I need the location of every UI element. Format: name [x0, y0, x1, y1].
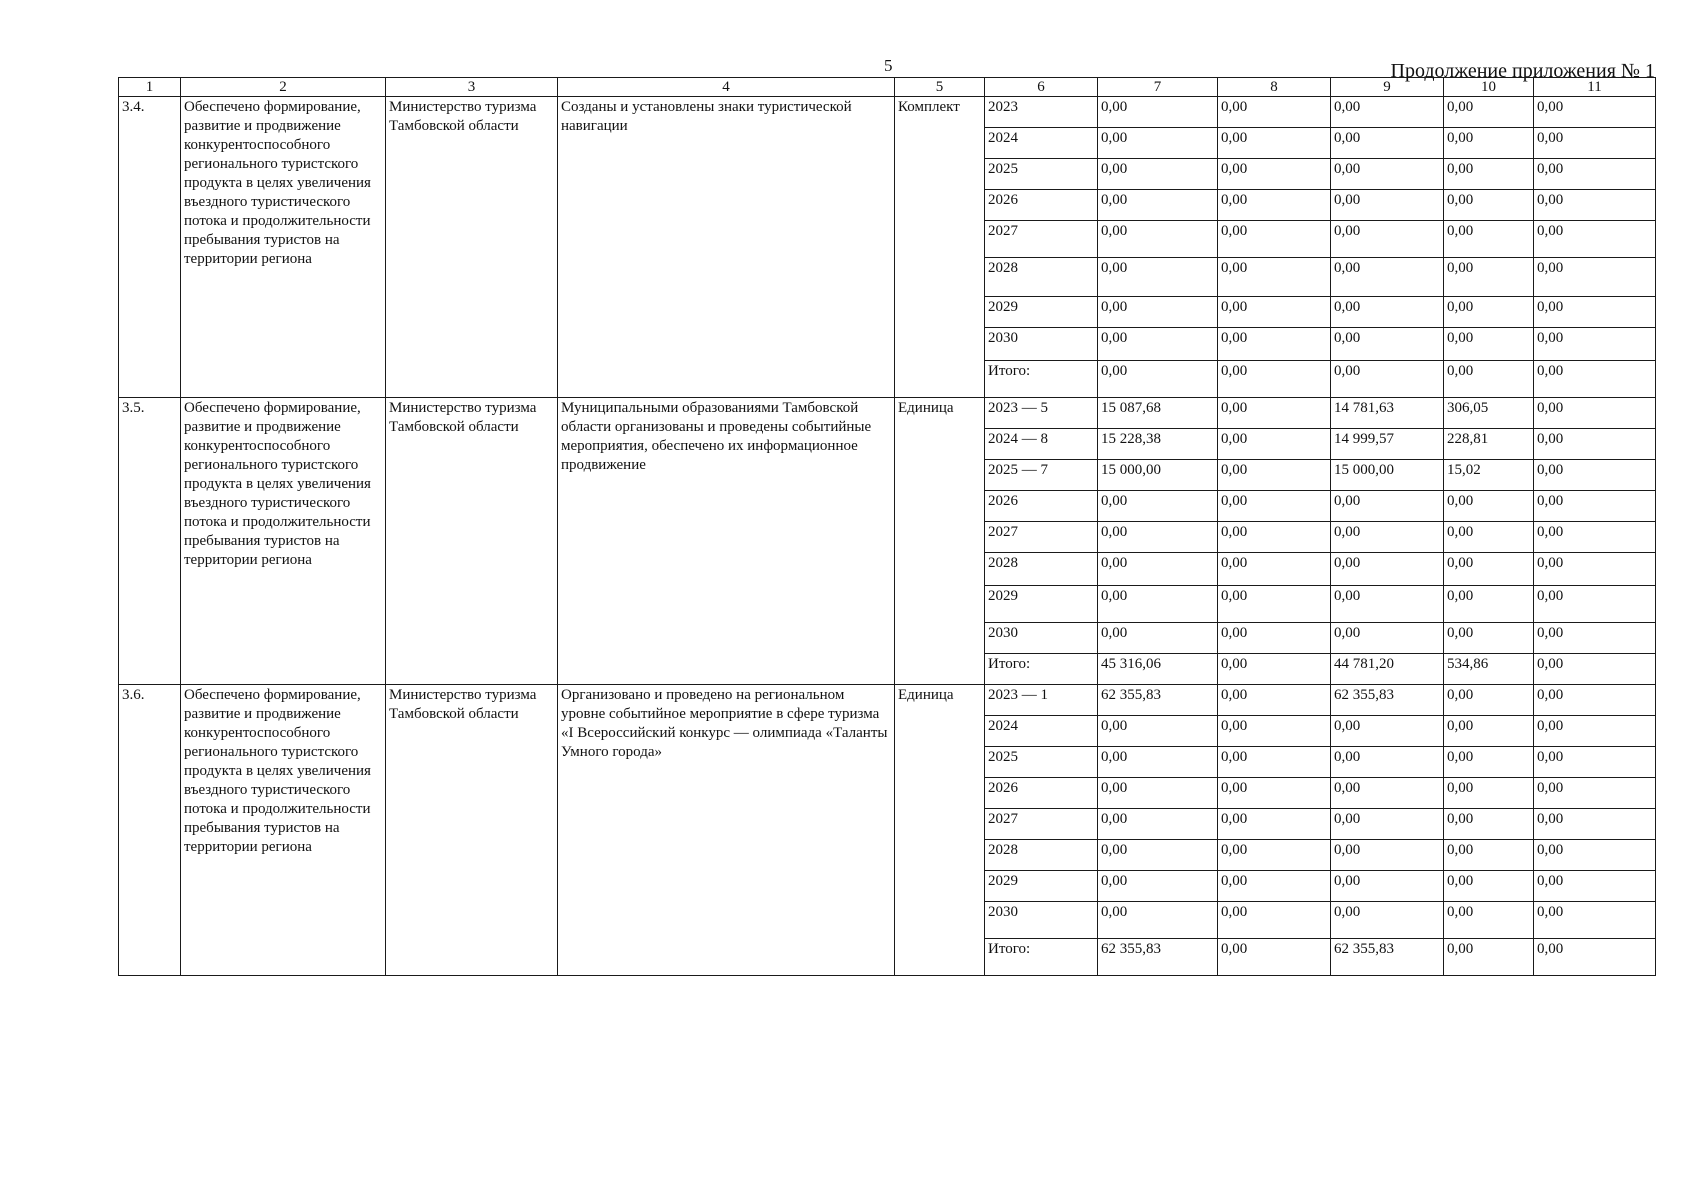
- section-agency: Министерство туризма Тамбовской области: [386, 685, 558, 976]
- table-row: [119, 685, 1656, 716]
- value-cell-col8: 0,00: [1218, 491, 1331, 522]
- value-cell-col9: 0,00: [1331, 328, 1444, 361]
- value-cell-col7: 15 087,68: [1098, 398, 1218, 429]
- value-cell-col8: 0,00: [1218, 258, 1331, 297]
- year-cell: Итого:: [985, 654, 1098, 685]
- value-cell-col10: 0,00: [1444, 190, 1534, 221]
- value-cell-col7: 0,00: [1098, 159, 1218, 190]
- value-cell-col7: 15 000,00: [1098, 460, 1218, 491]
- year-cell: 2030: [985, 623, 1098, 654]
- section-goal: Обеспечено формирование, развитие и продвижение конкурентоспособного регионального туристского продукта в целях увеличения въездного туристического потока и продолжительности пребывания туристов на территории региона: [181, 685, 386, 976]
- col-header-6: 6: [985, 78, 1098, 97]
- value-cell-col10: 0,00: [1444, 361, 1534, 398]
- section-unit: Единица: [895, 685, 985, 976]
- value-cell-col10: 0,00: [1444, 97, 1534, 128]
- value-cell-col8: 0,00: [1218, 297, 1331, 328]
- value-cell-col9: 0,00: [1331, 221, 1444, 258]
- value-cell-col8: 0,00: [1218, 747, 1331, 778]
- value-cell-col9: 0,00: [1331, 297, 1444, 328]
- value-cell-col11: 0,00: [1534, 429, 1656, 460]
- value-cell-col11: 0,00: [1534, 328, 1656, 361]
- value-cell-col8: 0,00: [1218, 809, 1331, 840]
- value-cell-col7: 0,00: [1098, 809, 1218, 840]
- value-cell-col10: 0,00: [1444, 809, 1534, 840]
- value-cell-col9: 0,00: [1331, 809, 1444, 840]
- value-cell-col10: 0,00: [1444, 939, 1534, 976]
- value-cell-col7: 0,00: [1098, 840, 1218, 871]
- value-cell-col11: 0,00: [1534, 258, 1656, 297]
- section-unit: Единица: [895, 398, 985, 685]
- value-cell-col9: 14 781,63: [1331, 398, 1444, 429]
- value-cell-col8: 0,00: [1218, 840, 1331, 871]
- value-cell-col8: 0,00: [1218, 553, 1331, 586]
- value-cell-col11: 0,00: [1534, 361, 1656, 398]
- year-cell: 2026: [985, 491, 1098, 522]
- value-cell-col10: 0,00: [1444, 685, 1534, 716]
- value-cell-col11: 0,00: [1534, 522, 1656, 553]
- section-unit: Комплект: [895, 97, 985, 398]
- value-cell-col11: 0,00: [1534, 716, 1656, 747]
- value-cell-col9: 0,00: [1331, 553, 1444, 586]
- year-cell: 2029: [985, 586, 1098, 623]
- col-header-10: 10: [1444, 78, 1534, 97]
- col-header-5: 5: [895, 78, 985, 97]
- col-header-9: 9: [1331, 78, 1444, 97]
- value-cell-col11: 0,00: [1534, 840, 1656, 871]
- value-cell-col9: 0,00: [1331, 747, 1444, 778]
- section-agency: Министерство туризма Тамбовской области: [386, 398, 558, 685]
- year-cell: 2024: [985, 716, 1098, 747]
- year-cell: 2023 — 5: [985, 398, 1098, 429]
- value-cell-col7: 0,00: [1098, 491, 1218, 522]
- value-cell-col9: 0,00: [1331, 586, 1444, 623]
- value-cell-col7: 0,00: [1098, 328, 1218, 361]
- value-cell-col10: 0,00: [1444, 747, 1534, 778]
- section-number: 3.4.: [119, 97, 181, 398]
- year-cell: 2025 — 7: [985, 460, 1098, 491]
- value-cell-col7: 0,00: [1098, 586, 1218, 623]
- section-number: 3.6.: [119, 685, 181, 976]
- value-cell-col10: 0,00: [1444, 159, 1534, 190]
- value-cell-col8: 0,00: [1218, 429, 1331, 460]
- value-cell-col11: 0,00: [1534, 553, 1656, 586]
- value-cell-col9: 0,00: [1331, 361, 1444, 398]
- value-cell-col9: 0,00: [1331, 716, 1444, 747]
- value-cell-col10: 0,00: [1444, 221, 1534, 258]
- value-cell-col7: 0,00: [1098, 871, 1218, 902]
- value-cell-col11: 0,00: [1534, 902, 1656, 939]
- value-cell-col11: 0,00: [1534, 871, 1656, 902]
- value-cell-col7: 0,00: [1098, 522, 1218, 553]
- value-cell-col11: 0,00: [1534, 747, 1656, 778]
- value-cell-col10: 0,00: [1444, 871, 1534, 902]
- table-body: [119, 97, 1656, 976]
- col-header-11: 11: [1534, 78, 1656, 97]
- value-cell-col10: 0,00: [1444, 297, 1534, 328]
- value-cell-col7: 0,00: [1098, 553, 1218, 586]
- year-cell: Итого:: [985, 939, 1098, 976]
- value-cell-col9: 62 355,83: [1331, 685, 1444, 716]
- value-cell-col9: 0,00: [1331, 623, 1444, 654]
- value-cell-col9: 0,00: [1331, 159, 1444, 190]
- value-cell-col10: 228,81: [1444, 429, 1534, 460]
- year-cell: 2028: [985, 840, 1098, 871]
- value-cell-col7: 0,00: [1098, 297, 1218, 328]
- value-cell-col7: 62 355,83: [1098, 939, 1218, 976]
- value-cell-col10: 0,00: [1444, 716, 1534, 747]
- value-cell-col7: 0,00: [1098, 128, 1218, 159]
- value-cell-col9: 15 000,00: [1331, 460, 1444, 491]
- section-result: Созданы и установлены знаки туристической навигации: [558, 97, 895, 398]
- value-cell-col7: 45 316,06: [1098, 654, 1218, 685]
- value-cell-col9: 0,00: [1331, 97, 1444, 128]
- value-cell-col7: 15 228,38: [1098, 429, 1218, 460]
- value-cell-col11: 0,00: [1534, 159, 1656, 190]
- value-cell-col10: 306,05: [1444, 398, 1534, 429]
- value-cell-col11: 0,00: [1534, 491, 1656, 522]
- value-cell-col7: 0,00: [1098, 623, 1218, 654]
- section-result: Организовано и проведено на региональном уровне событийное мероприятие в сфере туризма «I Всероссийский конкурс — олимпиада «Таланты Умного города»: [558, 685, 895, 976]
- value-cell-col8: 0,00: [1218, 716, 1331, 747]
- value-cell-col8: 0,00: [1218, 328, 1331, 361]
- value-cell-col11: 0,00: [1534, 586, 1656, 623]
- value-cell-col8: 0,00: [1218, 97, 1331, 128]
- year-cell: 2023: [985, 97, 1098, 128]
- value-cell-col9: 0,00: [1331, 491, 1444, 522]
- year-cell: 2030: [985, 902, 1098, 939]
- section-result: Муниципальными образованиями Тамбовской области организованы и проведены событийные мероприятия, обеспечено их информационное продвижение: [558, 398, 895, 685]
- value-cell-col10: 0,00: [1444, 258, 1534, 297]
- year-cell: 2025: [985, 159, 1098, 190]
- value-cell-col8: 0,00: [1218, 190, 1331, 221]
- table-row: [119, 398, 1656, 429]
- value-cell-col8: 0,00: [1218, 522, 1331, 553]
- value-cell-col11: 0,00: [1534, 221, 1656, 258]
- value-cell-col10: 534,86: [1444, 654, 1534, 685]
- page-number: 5: [884, 56, 893, 75]
- value-cell-col11: 0,00: [1534, 128, 1656, 159]
- value-cell-col9: 14 999,57: [1331, 429, 1444, 460]
- value-cell-col9: 0,00: [1331, 871, 1444, 902]
- section-goal: Обеспечено формирование, развитие и продвижение конкурентоспособного регионального туристского продукта в целях увеличения въездного туристического потока и продолжительности пребывания туристов на территории региона: [181, 398, 386, 685]
- value-cell-col11: 0,00: [1534, 654, 1656, 685]
- value-cell-col11: 0,00: [1534, 685, 1656, 716]
- col-header-7: 7: [1098, 78, 1218, 97]
- value-cell-col7: 0,00: [1098, 747, 1218, 778]
- value-cell-col11: 0,00: [1534, 809, 1656, 840]
- appendix-table: [118, 77, 1656, 976]
- value-cell-col7: 62 355,83: [1098, 685, 1218, 716]
- value-cell-col7: 0,00: [1098, 190, 1218, 221]
- value-cell-col7: 0,00: [1098, 258, 1218, 297]
- year-cell: 2024 — 8: [985, 429, 1098, 460]
- year-cell: 2028: [985, 553, 1098, 586]
- section-agency: Министерство туризма Тамбовской области: [386, 97, 558, 398]
- year-cell: 2025: [985, 747, 1098, 778]
- value-cell-col11: 0,00: [1534, 778, 1656, 809]
- year-cell: 2027: [985, 522, 1098, 553]
- year-cell: 2027: [985, 221, 1098, 258]
- value-cell-col9: 0,00: [1331, 522, 1444, 553]
- year-cell: Итого:: [985, 361, 1098, 398]
- value-cell-col8: 0,00: [1218, 586, 1331, 623]
- value-cell-col10: 0,00: [1444, 902, 1534, 939]
- value-cell-col10: 0,00: [1444, 840, 1534, 871]
- value-cell-col8: 0,00: [1218, 159, 1331, 190]
- value-cell-col7: 0,00: [1098, 221, 1218, 258]
- year-cell: 2029: [985, 297, 1098, 328]
- section-goal: Обеспечено формирование, развитие и продвижение конкурентоспособного регионального туристского продукта в целях увеличения въездного туристического потока и продолжительности пребывания туристов на территории региона: [181, 97, 386, 398]
- value-cell-col11: 0,00: [1534, 623, 1656, 654]
- value-cell-col8: 0,00: [1218, 654, 1331, 685]
- value-cell-col11: 0,00: [1534, 297, 1656, 328]
- year-cell: 2028: [985, 258, 1098, 297]
- value-cell-col8: 0,00: [1218, 685, 1331, 716]
- year-cell: 2030: [985, 328, 1098, 361]
- year-cell: 2026: [985, 190, 1098, 221]
- col-header-3: 3: [386, 78, 558, 97]
- col-header-8: 8: [1218, 78, 1331, 97]
- section-number: 3.5.: [119, 398, 181, 685]
- value-cell-col10: 0,00: [1444, 553, 1534, 586]
- value-cell-col7: 0,00: [1098, 361, 1218, 398]
- value-cell-col7: 0,00: [1098, 97, 1218, 128]
- value-cell-col10: 0,00: [1444, 522, 1534, 553]
- table-row: [119, 97, 1656, 128]
- value-cell-col10: 15,02: [1444, 460, 1534, 491]
- value-cell-col7: 0,00: [1098, 716, 1218, 747]
- value-cell-col8: 0,00: [1218, 623, 1331, 654]
- value-cell-col8: 0,00: [1218, 128, 1331, 159]
- table-header: [119, 78, 1656, 97]
- year-cell: 2029: [985, 871, 1098, 902]
- value-cell-col11: 0,00: [1534, 97, 1656, 128]
- value-cell-col8: 0,00: [1218, 221, 1331, 258]
- value-cell-col7: 0,00: [1098, 902, 1218, 939]
- value-cell-col8: 0,00: [1218, 902, 1331, 939]
- value-cell-col9: 0,00: [1331, 128, 1444, 159]
- col-header-1: 1: [119, 78, 181, 97]
- value-cell-col8: 0,00: [1218, 939, 1331, 976]
- col-header-2: 2: [181, 78, 386, 97]
- value-cell-col9: 0,00: [1331, 190, 1444, 221]
- value-cell-col10: 0,00: [1444, 491, 1534, 522]
- value-cell-col10: 0,00: [1444, 778, 1534, 809]
- year-cell: 2026: [985, 778, 1098, 809]
- value-cell-col10: 0,00: [1444, 128, 1534, 159]
- value-cell-col10: 0,00: [1444, 586, 1534, 623]
- value-cell-col9: 44 781,20: [1331, 654, 1444, 685]
- year-cell: 2027: [985, 809, 1098, 840]
- value-cell-col8: 0,00: [1218, 361, 1331, 398]
- value-cell-col9: 62 355,83: [1331, 939, 1444, 976]
- value-cell-col11: 0,00: [1534, 398, 1656, 429]
- value-cell-col11: 0,00: [1534, 190, 1656, 221]
- value-cell-col8: 0,00: [1218, 460, 1331, 491]
- value-cell-col11: 0,00: [1534, 460, 1656, 491]
- value-cell-col8: 0,00: [1218, 778, 1331, 809]
- value-cell-col9: 0,00: [1331, 840, 1444, 871]
- value-cell-col9: 0,00: [1331, 778, 1444, 809]
- continuation-label: Продолжение приложения № 1: [1390, 60, 1655, 82]
- value-cell-col8: 0,00: [1218, 871, 1331, 902]
- col-header-4: 4: [558, 78, 895, 97]
- value-cell-col7: 0,00: [1098, 778, 1218, 809]
- value-cell-col10: 0,00: [1444, 623, 1534, 654]
- value-cell-col9: 0,00: [1331, 902, 1444, 939]
- year-cell: 2023 — 1: [985, 685, 1098, 716]
- value-cell-col11: 0,00: [1534, 939, 1656, 976]
- year-cell: 2024: [985, 128, 1098, 159]
- value-cell-col9: 0,00: [1331, 258, 1444, 297]
- value-cell-col8: 0,00: [1218, 398, 1331, 429]
- value-cell-col10: 0,00: [1444, 328, 1534, 361]
